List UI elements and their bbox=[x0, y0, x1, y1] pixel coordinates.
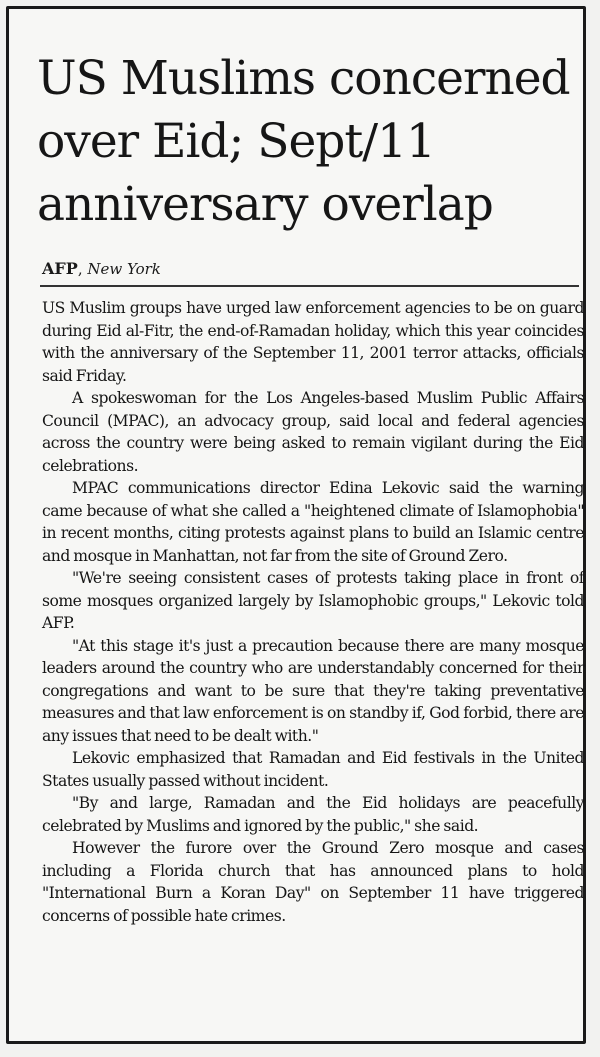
byline-dateline: New York bbox=[87, 260, 161, 278]
paragraph: Lekovic emphasized that Ramadan and Eid festivals in the United States usually passed without incident. bbox=[42, 749, 584, 790]
paragraph: "We're seeing consistent cases of protests taking place in front of some mosques organized largely by Islamophobic groups," Lekovic told AFP. bbox=[42, 569, 584, 632]
byline-separator: , bbox=[77, 260, 88, 278]
byline-agency: AFP bbox=[42, 259, 78, 278]
paragraph: US Muslim groups have urged law enforcement agencies to be on guard during Eid al-Fitr, the end-of-Ramadan holiday, which this year coincides with the anniversary of the September 11, 2001 terror attacks, officials said Friday. bbox=[42, 299, 584, 385]
paragraph: MPAC communications director Edina Lekovic said the warning came because of what she called a "heightened climate of Islamophobia" in recent months, citing protests against plans to build an Islamic centre and mosque in Manhattan, not far from the site of Ground Zero. bbox=[42, 479, 584, 565]
byline-divider bbox=[40, 285, 579, 287]
paragraph: "By and large, Ramadan and the Eid holidays are peacefully celebrated by Muslims and ignored by the public," she said. bbox=[42, 794, 584, 835]
article-body bbox=[42, 297, 584, 927]
newspaper-clipping bbox=[6, 6, 586, 1044]
byline bbox=[42, 259, 161, 278]
headline: US Muslims concerned over Eid; Sept/11 anniversary overlap bbox=[37, 51, 570, 232]
paragraph: However the furore over the Ground Zero mosque and cases including a Florida church that has announced plans to hold "International Burn a Koran Day" on September 11 have triggered concerns of possible hate crimes. bbox=[42, 839, 584, 925]
paragraph: "At this stage it's just a precaution because there are many mosque leaders around the country who are understandably concerned for their congregations and want to be sure that they're taking preventative measures and that law enforcement is on standby if, God forbid, there are any issues that need to be dealt with." bbox=[42, 636, 584, 745]
paragraph: A spokeswoman for the Los Angeles-based Muslim Public Affairs Council (MPAC), an advocacy group, said local and federal agencies across the country were being asked to remain vigilant during the Eid celebrations. bbox=[42, 389, 584, 475]
